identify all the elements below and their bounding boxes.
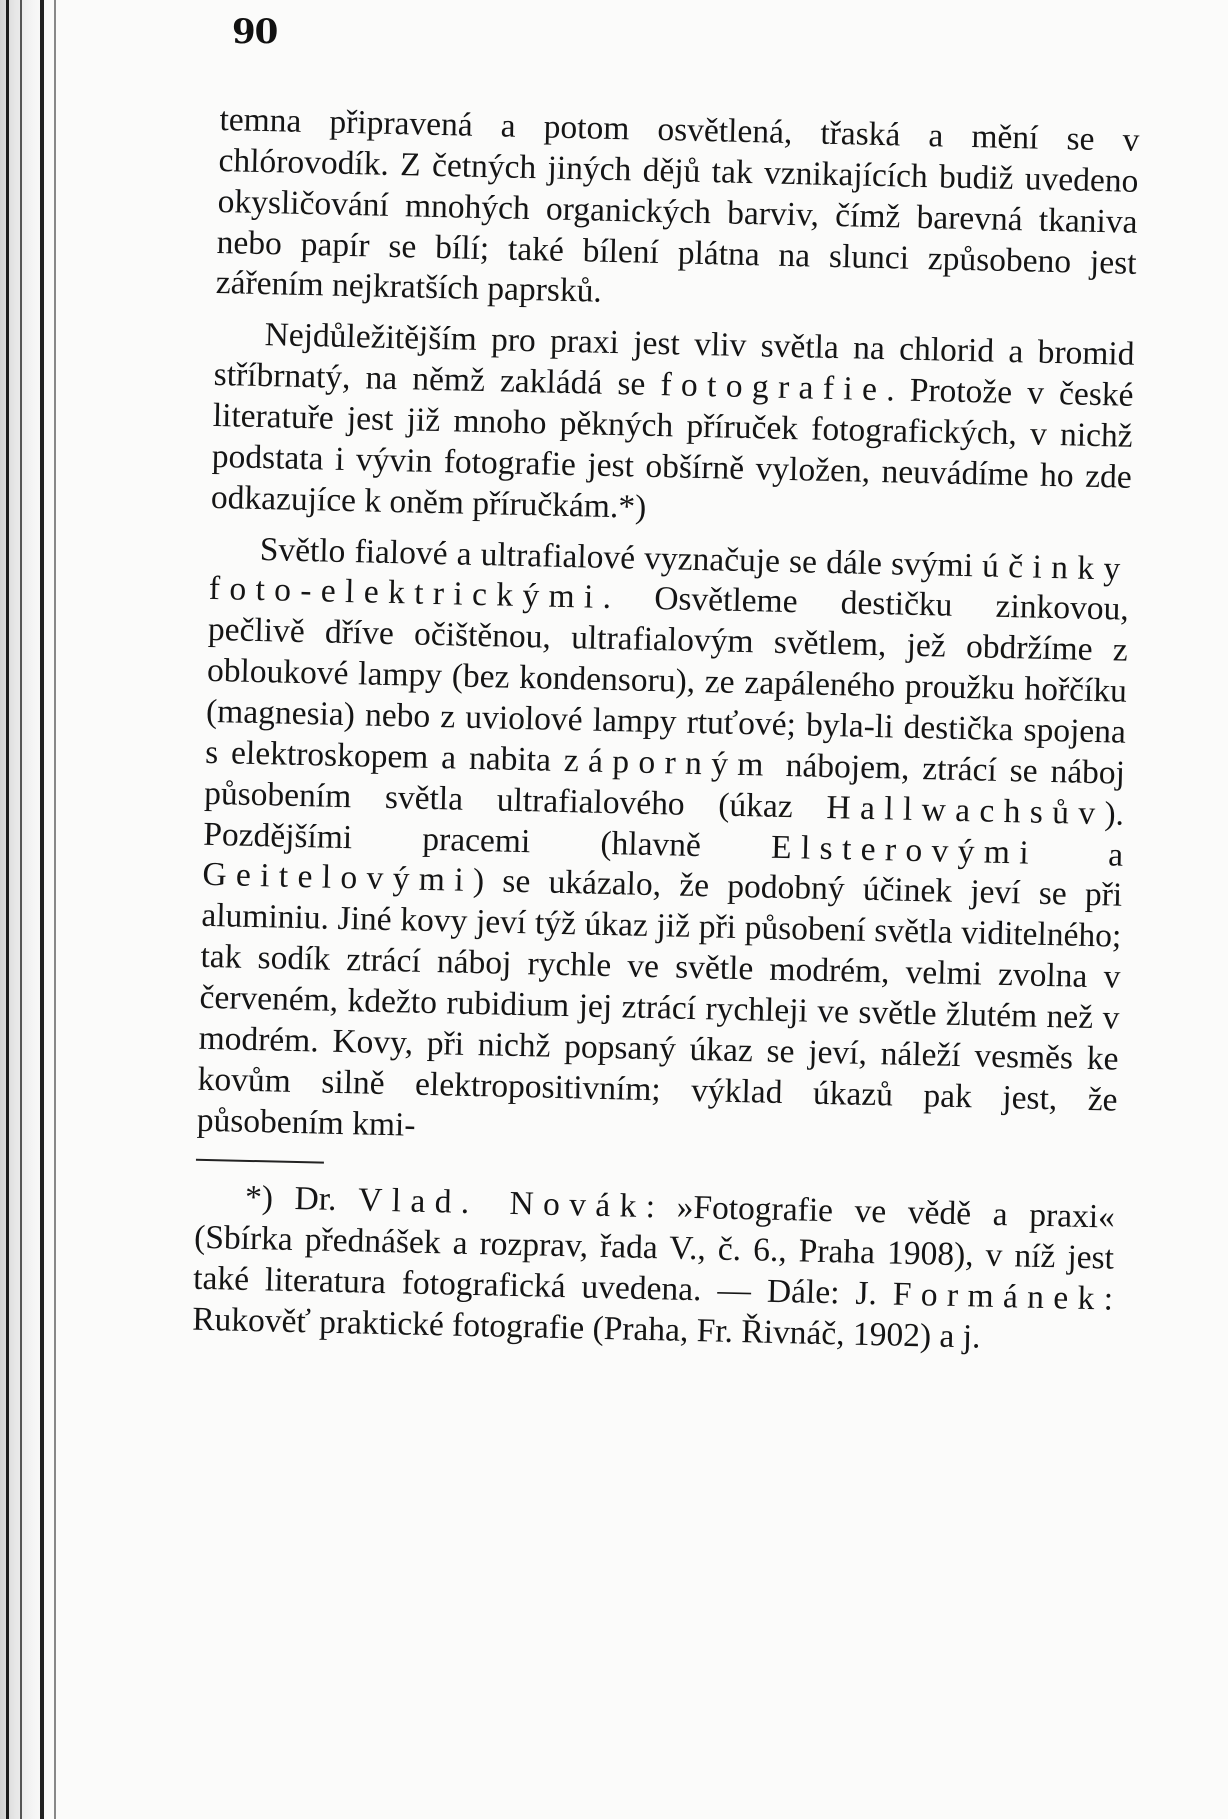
spine-edge-line bbox=[54, 0, 56, 1819]
spaced-text-segment: Hallwachsův bbox=[826, 788, 1105, 832]
text-segment: Nejdůležitějším pro praxi jest vliv světla na chlorid a bromid stříbrnatý, na němž zakládá se bbox=[213, 316, 1135, 404]
text-segment: : Rukověť praktické fotografie (Praha, Fr. Řivnáč, 1902) a j. bbox=[191, 1280, 1114, 1356]
spaced-text-segment: záporným bbox=[563, 741, 774, 784]
spaced-text-segment: Formánek bbox=[892, 1275, 1105, 1318]
spine-edge-line bbox=[40, 0, 44, 1819]
paragraph bbox=[196, 528, 1130, 1162]
spaced-text-segment: fotografie bbox=[660, 366, 887, 409]
text-segment: ). Pozdějšími pracemi (hlavně bbox=[202, 795, 1125, 866]
spaced-text-segment: Vlad. Novák bbox=[357, 1181, 647, 1226]
footnote bbox=[192, 1177, 1115, 1361]
spaced-text-segment: účinky foto-elektrickými bbox=[208, 547, 1131, 617]
page-number: 90 bbox=[232, 12, 278, 52]
text-segment: . Protože v české literatuře jest již mnoho pěkných příruček fotografických, v nichž podstata i vývin fotografie jest obšírně vyložen, neuvádíme ho zde odkazujíce k oněm příručkám.*) bbox=[210, 371, 1134, 526]
text-segment: nábojem, ztrácí se náboj působením světla ultrafialového (úkaz bbox=[203, 746, 1126, 826]
text-segment: . Osvětleme destičku zinkovou, pečlivě dříve očištěnou, ultrafialovým světlem, jež obdržíme z obloukové lampy (bez kondensoru), ze zapáleného proužku hořčíku (magnesia) nebo z uviolové lampy rtuťové; byla-li destička spojena s elektroskopem a nabita bbox=[204, 579, 1130, 779]
footnote-text bbox=[192, 1177, 1115, 1361]
footnote-rule bbox=[196, 1159, 324, 1164]
text-segment: temna připravená a potom osvětlená, třaská a mění se v chlórovodík. Z četných jiných dějů tak vznikajících budiž uvedeno okysličování mnohých organických barviv, čímž barevná tkaniva nebo papír se bílí; také bílení plátna na slunci způsobeno jest zářením nejkratších paprsků. bbox=[215, 100, 1140, 311]
spaced-text-segment: Elsterovými bbox=[770, 828, 1039, 872]
book-spine-shadow bbox=[0, 0, 48, 1819]
text-segment: a bbox=[1037, 834, 1124, 874]
text-segment: ) se ukázalo, že podobný účinek jeví se při aluminiu. Jiné kovy jeví týž úkaz již při působení světla viditelného; tak sodík ztrácí náboj rychle ve světle modrém, velmi zvolna v červeném, kdežto rubidium jej ztrácí rychleji ve světle žlutém než v modrém. Kovy, při nichž popsaný úkaz se jeví, náleží vesměs ke kovům silně elektropositivním; výklad úkazů pak jest, že působením kmi- bbox=[196, 862, 1123, 1144]
spine-edge-line bbox=[6, 0, 9, 1819]
text-segment: *) Dr. bbox=[244, 1179, 359, 1219]
text-segment: : »Fotografie ve vědě a praxi« (Sbírka přednášek a rozprav, řada V., č. 6., Praha 1908), v níž jest také literatura fotografická uvedena. — Dále: J. bbox=[192, 1188, 1116, 1313]
paragraph bbox=[215, 100, 1139, 325]
spine-edge-line bbox=[20, 0, 22, 1819]
body-text bbox=[192, 100, 1140, 1361]
paragraph bbox=[211, 314, 1135, 539]
text-segment: Světlo fialové a ultrafialové vyznačuje se dále svými bbox=[259, 530, 983, 585]
spaced-text-segment: Geitelovými bbox=[201, 856, 474, 900]
